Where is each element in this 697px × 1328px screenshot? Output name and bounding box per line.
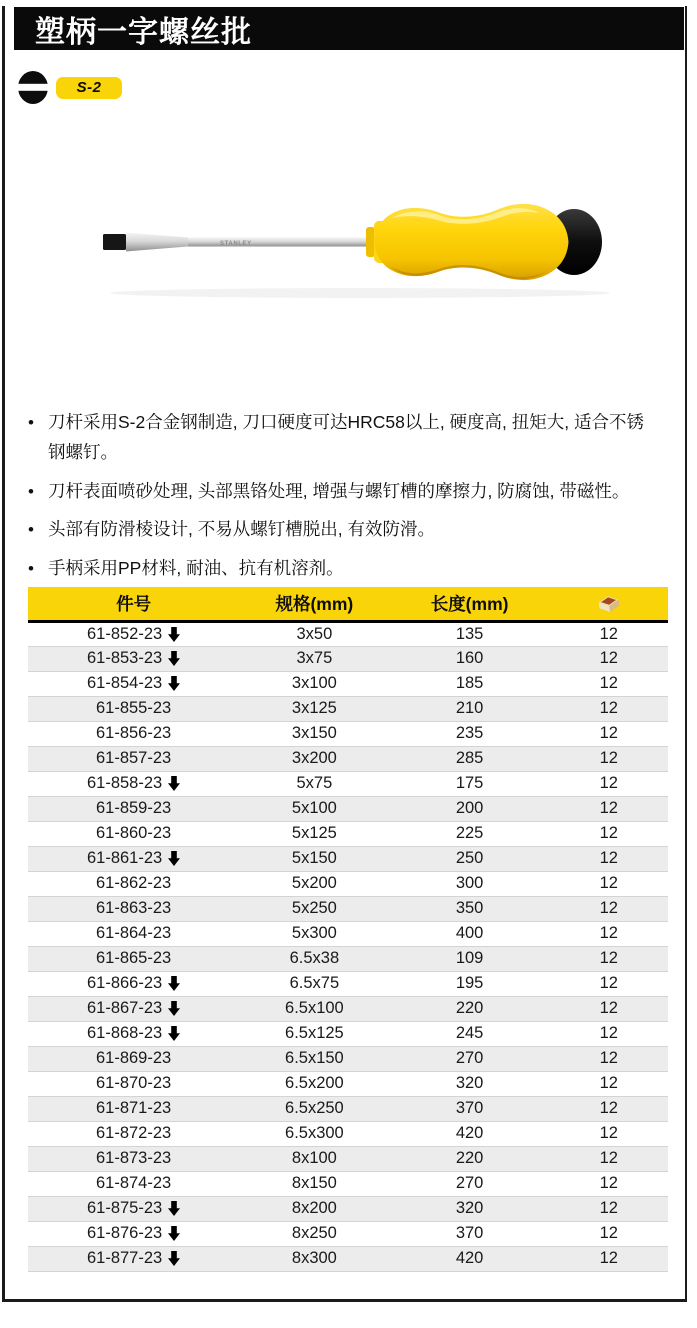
qty-cell: 12 bbox=[550, 1246, 668, 1271]
qty-cell: 12 bbox=[550, 946, 668, 971]
part-number: 61-855-23 bbox=[95, 699, 172, 717]
spec-cell: 8x100 bbox=[239, 1146, 389, 1171]
spec-cell: 8x250 bbox=[239, 1221, 389, 1246]
part-number-cell bbox=[28, 1146, 239, 1171]
length-cell: 320 bbox=[390, 1071, 550, 1096]
qty-cell: 12 bbox=[550, 1196, 668, 1221]
qty-cell: 12 bbox=[550, 1096, 668, 1121]
part-number-cell bbox=[28, 1071, 239, 1096]
spec-cell: 3x75 bbox=[239, 646, 389, 671]
blade bbox=[126, 233, 188, 252]
qty-cell: 12 bbox=[599, 624, 618, 643]
collar-ring bbox=[366, 227, 375, 257]
part-number-cell bbox=[28, 671, 239, 696]
part-number-cell bbox=[28, 1096, 239, 1121]
down-arrow-icon bbox=[168, 1226, 180, 1241]
bullet-icon: • bbox=[28, 413, 34, 432]
feature-text: 刀杆采用S-2合金钢制造, 刀口硬度可达HRC58以上, 硬度高, 扭矩大, 适合不锈钢螺钉。 bbox=[48, 412, 645, 462]
qty-cell: 12 bbox=[550, 846, 668, 871]
part-number: 61-869-23 bbox=[95, 1049, 172, 1067]
length-cell: 420 bbox=[390, 1246, 550, 1271]
table-row bbox=[28, 896, 668, 921]
feature-text: 刀杆表面喷砂处理, 头部黑铬处理, 增强与螺钉槽的摩擦力, 防腐蚀, 带磁性。 bbox=[48, 480, 630, 501]
down-arrow-icon bbox=[168, 976, 180, 991]
qty-cell: 12 bbox=[550, 1046, 668, 1071]
spec-cell: 6.5x125 bbox=[239, 1021, 389, 1046]
part-number-cell bbox=[28, 921, 239, 946]
part-number-cell bbox=[28, 1121, 239, 1146]
col-header-spec: 规格(mm) bbox=[239, 587, 389, 621]
part-number-cell bbox=[28, 996, 239, 1021]
spec-cell: 5x250 bbox=[239, 896, 389, 921]
table-row bbox=[28, 621, 668, 646]
qty-cell: 12 bbox=[550, 971, 668, 996]
part-number: 61-871-23 bbox=[95, 1099, 172, 1117]
part-number-cell bbox=[28, 646, 239, 671]
qty-cell: 12 bbox=[550, 821, 668, 846]
part-number: 61-867-23 bbox=[86, 999, 163, 1017]
length-cell: 195 bbox=[390, 971, 550, 996]
bullet-icon: • bbox=[28, 481, 34, 501]
spec-cell: 5x150 bbox=[239, 846, 389, 871]
part-number: 61-864-23 bbox=[95, 924, 172, 942]
part-number: 61-872-23 bbox=[95, 1124, 172, 1142]
spec-cell: 3x125 bbox=[239, 696, 389, 721]
length-cell: 210 bbox=[390, 696, 550, 721]
col-header-part: 件号 bbox=[28, 587, 239, 621]
spec-cell: 5x200 bbox=[239, 871, 389, 896]
length-cell: 109 bbox=[390, 946, 550, 971]
length-cell: 270 bbox=[390, 1171, 550, 1196]
length-cell: 135 bbox=[455, 624, 484, 643]
length-cell: 320 bbox=[390, 1196, 550, 1221]
col-header-length: 长度(mm) bbox=[390, 587, 550, 621]
qty-cell: 12 bbox=[550, 746, 668, 771]
shadow bbox=[110, 288, 610, 298]
spec-cell: 8x300 bbox=[239, 1246, 389, 1271]
part-number-cell bbox=[28, 896, 239, 921]
part-number: 61-866-23 bbox=[86, 974, 163, 992]
part-number-cell bbox=[28, 771, 239, 796]
part-number-cell bbox=[28, 1021, 239, 1046]
length-cell: 285 bbox=[390, 746, 550, 771]
steel-grade-label: S-2 bbox=[76, 79, 102, 96]
table-row bbox=[28, 646, 668, 671]
part-number: 61-868-23 bbox=[86, 1024, 163, 1042]
qty-cell: 12 bbox=[550, 1021, 668, 1046]
slotted-tip-icon bbox=[18, 71, 48, 104]
col-header-qty bbox=[550, 587, 668, 621]
feature-item bbox=[28, 554, 650, 584]
table-row bbox=[28, 846, 668, 871]
qty-cell: 12 bbox=[550, 921, 668, 946]
spec-cell: 6.5x75 bbox=[239, 971, 389, 996]
spec-cell: 6.5x300 bbox=[239, 1121, 389, 1146]
part-number: 61-854-23 bbox=[86, 674, 163, 692]
length-cell: 300 bbox=[390, 871, 550, 896]
spec-table-body bbox=[28, 621, 668, 1271]
table-row bbox=[28, 1221, 668, 1246]
part-number: 61-863-23 bbox=[95, 899, 172, 917]
part-number: 61-853-23 bbox=[86, 649, 163, 667]
blade-tip bbox=[103, 234, 126, 250]
length-cell: 370 bbox=[390, 1096, 550, 1121]
table-row bbox=[28, 921, 668, 946]
spec-cell: 5x75 bbox=[239, 771, 389, 796]
qty-cell: 12 bbox=[550, 1146, 668, 1171]
qty-cell: 12 bbox=[550, 1121, 668, 1146]
feature-item bbox=[28, 408, 650, 468]
shaft-brand-text: STANLEY bbox=[220, 240, 252, 247]
badge-row bbox=[18, 71, 122, 104]
feature-item bbox=[28, 515, 650, 545]
length-cell: 160 bbox=[390, 646, 550, 671]
qty-cell: 12 bbox=[550, 721, 668, 746]
length-cell: 225 bbox=[390, 821, 550, 846]
spec-cell: 5x300 bbox=[239, 921, 389, 946]
part-number: 61-865-23 bbox=[95, 949, 172, 967]
table-row bbox=[28, 821, 668, 846]
part-number-cell bbox=[28, 1246, 239, 1271]
part-number: 61-875-23 bbox=[86, 1199, 163, 1217]
spec-cell: 6.5x150 bbox=[239, 1046, 389, 1071]
table-row bbox=[28, 671, 668, 696]
down-arrow-icon bbox=[168, 1251, 180, 1266]
feature-list bbox=[28, 408, 650, 593]
part-number-cell bbox=[28, 846, 239, 871]
part-number-cell bbox=[28, 1171, 239, 1196]
part-number: 61-852-23 bbox=[86, 624, 163, 643]
table-row bbox=[28, 1096, 668, 1121]
part-number: 61-870-23 bbox=[95, 1074, 172, 1092]
page-title: 塑柄一字螺丝批 bbox=[35, 15, 252, 49]
part-number-cell bbox=[28, 696, 239, 721]
feature-item bbox=[28, 477, 650, 507]
length-cell: 235 bbox=[390, 721, 550, 746]
qty-cell: 12 bbox=[550, 646, 668, 671]
spec-cell: 6.5x100 bbox=[239, 996, 389, 1021]
table-row bbox=[28, 996, 668, 1021]
spec-cell: 5x100 bbox=[239, 796, 389, 821]
packaging-box-icon bbox=[596, 594, 622, 614]
spec-table bbox=[28, 587, 668, 1272]
qty-cell: 12 bbox=[550, 1071, 668, 1096]
spec-cell: 6.5x38 bbox=[239, 946, 389, 971]
spec-cell: 6.5x250 bbox=[239, 1096, 389, 1121]
length-cell: 245 bbox=[390, 1021, 550, 1046]
table-row bbox=[28, 1071, 668, 1096]
part-number: 61-876-23 bbox=[86, 1224, 163, 1242]
part-number-cell bbox=[28, 746, 239, 771]
down-arrow-icon bbox=[168, 676, 180, 691]
qty-cell: 12 bbox=[550, 696, 668, 721]
table-row bbox=[28, 696, 668, 721]
spec-cell: 3x50 bbox=[296, 624, 333, 643]
part-number: 61-858-23 bbox=[86, 774, 163, 792]
part-number: 61-873-23 bbox=[95, 1149, 172, 1167]
table-row bbox=[28, 1021, 668, 1046]
qty-cell: 12 bbox=[550, 871, 668, 896]
table-row bbox=[28, 1196, 668, 1221]
length-cell: 350 bbox=[390, 896, 550, 921]
spec-cell: 6.5x200 bbox=[239, 1071, 389, 1096]
length-cell: 270 bbox=[390, 1046, 550, 1071]
part-number: 61-874-23 bbox=[95, 1174, 172, 1192]
spec-cell: 8x200 bbox=[239, 1196, 389, 1221]
steel-grade-badge bbox=[56, 77, 122, 99]
table-row bbox=[28, 971, 668, 996]
length-cell: 400 bbox=[390, 921, 550, 946]
part-number-cell bbox=[28, 1196, 239, 1221]
part-number-cell bbox=[28, 871, 239, 896]
feature-text: 头部有防滑棱设计, 不易从螺钉槽脱出, 有效防滑。 bbox=[48, 519, 435, 540]
down-arrow-icon bbox=[168, 776, 180, 791]
length-cell: 175 bbox=[390, 771, 550, 796]
table-row bbox=[28, 1146, 668, 1171]
part-number-cell bbox=[28, 971, 239, 996]
qty-cell: 12 bbox=[550, 771, 668, 796]
table-row bbox=[28, 871, 668, 896]
part-number-cell bbox=[28, 621, 239, 646]
bullet-icon: • bbox=[28, 520, 34, 540]
shaft bbox=[188, 238, 378, 247]
down-arrow-icon bbox=[168, 627, 180, 642]
bullet-icon: • bbox=[28, 559, 34, 579]
spec-table-header bbox=[28, 587, 668, 621]
part-number: 61-860-23 bbox=[95, 824, 172, 842]
table-row bbox=[28, 1171, 668, 1196]
part-number: 61-857-23 bbox=[95, 749, 172, 767]
length-cell: 220 bbox=[390, 1146, 550, 1171]
table-row bbox=[28, 771, 668, 796]
down-arrow-icon bbox=[168, 1201, 180, 1216]
length-cell: 220 bbox=[390, 996, 550, 1021]
qty-cell: 12 bbox=[550, 996, 668, 1021]
down-arrow-icon bbox=[168, 1001, 180, 1016]
length-cell: 250 bbox=[390, 846, 550, 871]
spec-cell: 5x125 bbox=[239, 821, 389, 846]
table-row bbox=[28, 946, 668, 971]
part-number: 61-859-23 bbox=[95, 799, 172, 817]
part-number-cell bbox=[28, 796, 239, 821]
feature-text: 手柄采用PP材料, 耐油、抗有机溶剂。 bbox=[48, 558, 344, 579]
length-cell: 370 bbox=[390, 1221, 550, 1246]
table-row bbox=[28, 746, 668, 771]
qty-cell: 12 bbox=[550, 1171, 668, 1196]
length-cell: 420 bbox=[390, 1121, 550, 1146]
spec-cell: 8x150 bbox=[239, 1171, 389, 1196]
down-arrow-icon bbox=[168, 851, 180, 866]
table-row bbox=[28, 721, 668, 746]
part-number-cell bbox=[28, 946, 239, 971]
qty-cell: 12 bbox=[550, 671, 668, 696]
part-number-cell bbox=[28, 821, 239, 846]
length-cell: 185 bbox=[390, 671, 550, 696]
qty-cell: 12 bbox=[550, 796, 668, 821]
part-number: 61-862-23 bbox=[95, 874, 172, 892]
spec-cell: 3x200 bbox=[239, 746, 389, 771]
table-row bbox=[28, 1046, 668, 1071]
title-bar bbox=[14, 7, 684, 50]
qty-cell: 12 bbox=[550, 896, 668, 921]
down-arrow-icon bbox=[168, 1026, 180, 1041]
qty-cell: 12 bbox=[550, 1221, 668, 1246]
table-row bbox=[28, 1246, 668, 1271]
part-number-cell bbox=[28, 1221, 239, 1246]
spec-cell: 3x150 bbox=[239, 721, 389, 746]
screwdriver-image bbox=[70, 190, 610, 305]
down-arrow-icon bbox=[168, 651, 180, 666]
length-cell: 200 bbox=[390, 796, 550, 821]
table-row bbox=[28, 796, 668, 821]
part-number-cell bbox=[28, 1046, 239, 1071]
part-number: 61-861-23 bbox=[86, 849, 163, 867]
part-number: 61-877-23 bbox=[86, 1249, 163, 1267]
part-number-cell bbox=[28, 721, 239, 746]
part-number: 61-856-23 bbox=[95, 724, 172, 742]
table-row bbox=[28, 1121, 668, 1146]
spec-cell: 3x100 bbox=[239, 671, 389, 696]
